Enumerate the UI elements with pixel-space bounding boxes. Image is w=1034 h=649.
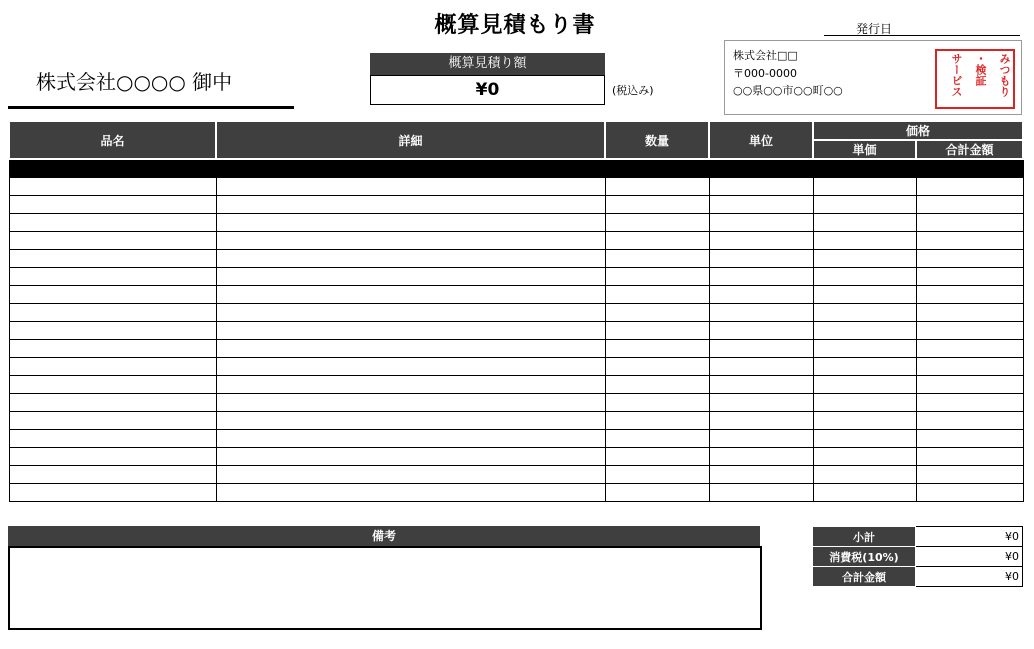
table-cell[interactable] — [709, 268, 813, 286]
table-cell[interactable] — [813, 394, 916, 412]
table-row — [9, 196, 1023, 214]
table-cell[interactable] — [605, 484, 709, 502]
table-cell[interactable] — [216, 178, 605, 196]
table-cell[interactable] — [9, 430, 216, 448]
table-row — [9, 214, 1023, 232]
table-cell[interactable] — [709, 340, 813, 358]
table-cell[interactable] — [813, 232, 916, 250]
table-cell[interactable] — [813, 304, 916, 322]
table-cell[interactable] — [709, 304, 813, 322]
table-row — [9, 340, 1023, 358]
table-row — [9, 232, 1023, 250]
table-cell[interactable] — [709, 250, 813, 268]
grand-total-row — [813, 567, 1023, 587]
table-cell[interactable] — [813, 358, 916, 376]
table-cell[interactable] — [709, 214, 813, 232]
table-cell[interactable] — [216, 250, 605, 268]
header-item: 品名 — [9, 121, 216, 159]
table-cell[interactable] — [709, 484, 813, 502]
issuer-postal: 〒000-0000 — [733, 67, 797, 80]
table-cell[interactable] — [9, 178, 216, 196]
table-cell[interactable] — [813, 412, 916, 430]
table-cell[interactable] — [709, 286, 813, 304]
items-table — [8, 120, 1024, 502]
table-row — [9, 304, 1023, 322]
tax-row — [813, 547, 1023, 567]
table-row — [9, 178, 1023, 196]
table-cell[interactable] — [709, 322, 813, 340]
table-cell[interactable] — [813, 466, 916, 484]
table-cell[interactable] — [9, 232, 216, 250]
table-cell[interactable] — [216, 196, 605, 214]
remarks-label: 備考 — [8, 526, 760, 546]
table-cell[interactable] — [916, 322, 1023, 340]
table-cell[interactable] — [216, 340, 605, 358]
table-cell[interactable] — [216, 358, 605, 376]
table-cell[interactable] — [216, 376, 605, 394]
table-cell[interactable] — [9, 196, 216, 214]
table-cell[interactable] — [916, 340, 1023, 358]
subtotal-value[interactable]: ¥0 — [916, 527, 1023, 547]
grand-total-label: 合計金額 — [813, 567, 916, 587]
table-row — [9, 268, 1023, 286]
table-cell[interactable] — [813, 448, 916, 466]
table-cell[interactable] — [216, 394, 605, 412]
client-name: 株式会社○○○○ 御中 — [36, 70, 233, 94]
table-cell[interactable] — [216, 430, 605, 448]
subtotal-label: 小計 — [813, 527, 916, 547]
tax-note: (税込み) — [612, 84, 654, 97]
table-cell[interactable] — [605, 340, 709, 358]
header-unit-price: 単価 — [813, 140, 916, 159]
table-cell[interactable] — [813, 430, 916, 448]
seal-text-3: サービス — [950, 53, 963, 97]
table-cell[interactable] — [916, 196, 1023, 214]
table-cell[interactable] — [813, 322, 916, 340]
table-cell[interactable] — [9, 358, 216, 376]
table-cell[interactable] — [813, 484, 916, 502]
table-cell[interactable] — [813, 268, 916, 286]
table-cell[interactable] — [605, 178, 709, 196]
table-row — [9, 358, 1023, 376]
table-cell[interactable] — [605, 250, 709, 268]
table-cell[interactable] — [709, 412, 813, 430]
issue-date-label: 発行日 — [856, 22, 893, 36]
table-row — [9, 376, 1023, 394]
table-cell[interactable] — [605, 232, 709, 250]
remarks-field[interactable] — [8, 546, 762, 630]
table-cell[interactable] — [216, 448, 605, 466]
table-cell[interactable] — [813, 214, 916, 232]
table-cell[interactable] — [916, 178, 1023, 196]
header-detail: 詳細 — [216, 121, 605, 159]
table-cell[interactable] — [9, 394, 216, 412]
table-cell[interactable] — [9, 466, 216, 484]
table-row — [9, 466, 1023, 484]
table-cell[interactable] — [605, 286, 709, 304]
table-cell[interactable] — [916, 304, 1023, 322]
table-cell[interactable] — [916, 232, 1023, 250]
table-cell[interactable] — [605, 268, 709, 286]
table-row — [9, 286, 1023, 304]
table-cell[interactable] — [916, 412, 1023, 430]
table-cell[interactable] — [813, 250, 916, 268]
subtotal-row — [813, 527, 1023, 547]
table-cell[interactable] — [216, 322, 605, 340]
table-cell[interactable] — [709, 430, 813, 448]
table-row — [9, 430, 1023, 448]
table-cell[interactable] — [9, 376, 216, 394]
table-separator-row — [9, 159, 1023, 178]
table-cell[interactable] — [9, 448, 216, 466]
table-cell[interactable] — [916, 394, 1023, 412]
table-cell[interactable] — [916, 286, 1023, 304]
table-cell[interactable] — [813, 286, 916, 304]
table-cell[interactable] — [709, 178, 813, 196]
table-row — [9, 412, 1023, 430]
tax-label: 消費税(10%) — [813, 547, 916, 567]
table-cell[interactable] — [916, 268, 1023, 286]
grand-total-value[interactable]: ¥0 — [916, 567, 1023, 587]
table-cell[interactable] — [605, 466, 709, 484]
table-cell[interactable] — [605, 412, 709, 430]
table-cell[interactable] — [813, 196, 916, 214]
table-cell[interactable] — [709, 358, 813, 376]
table-cell[interactable] — [216, 268, 605, 286]
table-cell[interactable] — [916, 376, 1023, 394]
table-cell[interactable] — [605, 358, 709, 376]
issuer-address: ○○県○○市○○町○○ — [733, 84, 843, 97]
table-cell[interactable] — [605, 304, 709, 322]
table-cell[interactable] — [605, 214, 709, 232]
header-unit: 単位 — [709, 121, 813, 159]
issuer-company: 株式会社□□ — [733, 49, 798, 62]
table-cell[interactable] — [605, 376, 709, 394]
table-cell[interactable] — [916, 466, 1023, 484]
table-row — [9, 322, 1023, 340]
table-cell[interactable] — [916, 358, 1023, 376]
table-cell[interactable] — [216, 304, 605, 322]
table-cell[interactable] — [916, 430, 1023, 448]
table-cell[interactable] — [216, 232, 605, 250]
table-row — [9, 394, 1023, 412]
table-row — [9, 448, 1023, 466]
table-cell[interactable] — [9, 484, 216, 502]
table-row — [9, 250, 1023, 268]
table-cell[interactable] — [916, 448, 1023, 466]
document-title: 概算見積もり書 — [434, 13, 596, 38]
table-cell[interactable] — [9, 304, 216, 322]
table-cell[interactable] — [916, 250, 1023, 268]
table-cell[interactable] — [9, 340, 216, 358]
table-cell[interactable] — [9, 268, 216, 286]
table-cell[interactable] — [9, 286, 216, 304]
table-cell[interactable] — [813, 340, 916, 358]
table-cell[interactable] — [605, 322, 709, 340]
table-cell[interactable] — [709, 394, 813, 412]
table-cell[interactable] — [709, 376, 813, 394]
table-cell[interactable] — [216, 484, 605, 502]
totals-table — [812, 526, 1023, 587]
table-cell[interactable] — [813, 178, 916, 196]
seal-text-2: ・検証 — [974, 53, 987, 86]
table-cell[interactable] — [216, 412, 605, 430]
table-cell[interactable] — [916, 214, 1023, 232]
table-cell[interactable] — [709, 232, 813, 250]
table-cell[interactable] — [605, 394, 709, 412]
table-cell[interactable] — [709, 196, 813, 214]
table-cell[interactable] — [605, 196, 709, 214]
client-block — [8, 60, 294, 109]
table-cell[interactable] — [709, 448, 813, 466]
estimate-amount-value: ¥0 — [370, 75, 605, 105]
company-seal-stamp — [935, 49, 1015, 109]
header-quantity: 数量 — [605, 121, 709, 159]
estimate-amount-label: 概算見積り額 — [370, 53, 605, 75]
header-price: 価格 — [813, 121, 1023, 140]
table-cell[interactable] — [9, 322, 216, 340]
table-cell[interactable] — [916, 484, 1023, 502]
issuer-box — [724, 40, 1022, 115]
table-cell[interactable] — [9, 412, 216, 430]
table-cell[interactable] — [216, 286, 605, 304]
table-cell[interactable] — [709, 466, 813, 484]
tax-value[interactable]: ¥0 — [916, 547, 1023, 567]
table-cell[interactable] — [605, 448, 709, 466]
table-cell[interactable] — [216, 214, 605, 232]
table-cell[interactable] — [216, 466, 605, 484]
table-cell[interactable] — [605, 430, 709, 448]
table-cell[interactable] — [813, 376, 916, 394]
header-total: 合計金額 — [916, 140, 1023, 159]
seal-text-1: みつもり — [998, 53, 1011, 97]
issue-date-field — [824, 18, 1020, 36]
table-cell[interactable] — [9, 250, 216, 268]
table-row — [9, 484, 1023, 502]
table-cell[interactable] — [9, 214, 216, 232]
